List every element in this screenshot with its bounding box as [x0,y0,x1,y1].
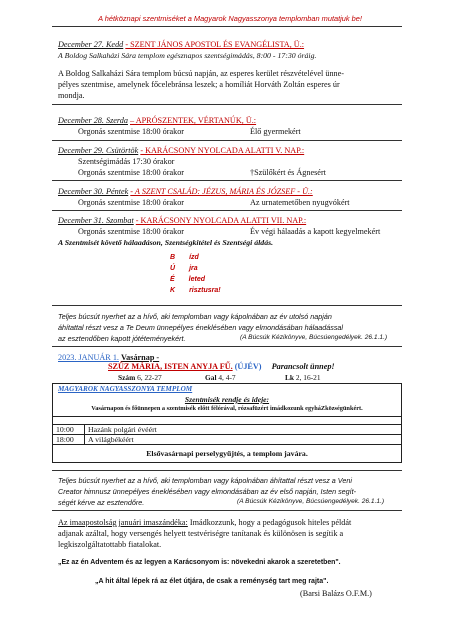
indulgence2-line-1: Teljes búcsút nyerhet az a hívő, aki templomban vagy kápolnában áhítattal részt vesz a Veni [58,476,352,485]
dec31-mass: Orgonás szentmise 18:00 órakor [78,227,185,236]
divider [52,470,402,471]
dec27-para-1: A Boldog Salkaházi Sára templom búcsú napján, az esperes kerület részvételével ünne- [58,69,345,78]
acrostic-line-4 [170,287,221,294]
prayer-label: Az imaapostolság januári imaszándéka: [58,518,188,527]
dec27-heading [58,40,403,49]
dec28-title: – APRÓSZENTEK, VÉRTANÚK, Ü.: [130,116,257,125]
divider [52,180,402,181]
jan1-title: SZŰZ MÁRIA, ISTEN ANYJA FŰ. [108,362,233,371]
mass-table [52,424,402,445]
acrostic-letter: Ú [170,265,176,272]
indulgence2-line-3: ségét kérve az esztendőre. [58,498,145,507]
acrostic-word: leted [188,276,206,283]
dec31-thanksgiving: A Szentmisét követő hálaadáson, Szentségkitétel és Szentségi áldás. [58,238,274,247]
acrostic-word: risztusra! [189,287,221,294]
dec27-para-2: pélyes szentmise, amelynek főcelebránsa leszek; a homíliát Horváth Zoltán esperes úr [58,80,340,89]
church-name: MAGYAROK NAGYASSZONYA TEMPLOM [58,385,193,393]
dec30-intent: Az urnatemetőben nyugvókért [250,198,350,207]
indulgence2-source: (A Búcsúk Kézikönyve, Búcsúengedélyek. 26.1.1.) [237,498,385,505]
jan1-heading [58,353,159,362]
reading-label: Lk [285,373,295,382]
weekday-mass-notice: A hétköznapi szentmiséket a Magyarok Nagyasszonya templomban mutatjuk be! [98,14,362,23]
dec31-heading [58,216,306,225]
dec30-heading [58,187,313,196]
mass-time: 10:00 [53,425,85,435]
dec29-adoration: Szentségimádás 17:30 órakor [78,157,175,166]
prayer-text-1: Imádkozzunk, hogy a pedagógusok hiteles példát [187,518,352,527]
prayer-line-3: legkiszolgáltatottabb fiatalokat. [58,540,162,549]
mass-intent: A világbékéért [85,435,402,445]
dec29-heading [58,146,304,155]
dec29-date: December 29. Csütörtök [58,146,139,155]
acrostic-letter: K [170,287,176,294]
quote-advent: „Ez az én Adventem és az legyen a Karácsonyom is: növekedni akarok a szeretetben". [58,559,341,566]
dec29-mass: Orgonás szentmise 18:00 órakor [78,168,185,177]
divider [52,346,402,347]
acrostic-word: jra [189,265,198,272]
mass-intent: Hazánk polgári évéért [85,425,402,435]
dec28-heading [58,116,256,125]
dec28-date: December 28. Szerda [58,116,128,125]
jan1-reading-1 [118,373,162,382]
jan1-reading-2 [205,373,236,382]
dec28-mass: Orgonás szentmise 18:00 órakor [78,127,185,136]
jan1-feast [108,362,335,371]
jan1-day: Vasárnap - [121,353,160,362]
jan1-date: 2023. JANUÁR 1. [58,353,119,362]
acrostic-letter: É [170,276,175,283]
jan1-reading-3 [285,373,321,382]
table-row [53,435,402,445]
mass-order-title: Szentmisék rendje és ideje: [184,395,270,404]
divider [52,140,402,141]
divider [52,305,402,306]
divider [52,210,402,211]
jan1-note: Parancsolt ünnep! [271,362,335,371]
dec27-date: December 27. Kedd [58,40,124,49]
indulgence2-line-2: Creator himnusz ünnepélyes éneklésében vagy elmondásában az év első napján, Isten segít- [58,487,357,496]
indulgence1-line-2: áhítattal részt vesz a Te Deum ünnepélyes éneklésében vagy elmondásában hálaadással [58,323,344,332]
dec31-intent: Év végi hálaadás a kapott kegyelmekért [250,227,381,236]
reading-label: Szám [118,373,136,382]
indulgence1-line-1: Teljes búcsút nyerhet az a hívő, aki templomban vagy kápolnában az év utolsó napján [58,312,332,321]
dec30-mass: Orgonás szentmise 18:00 órakor [78,198,185,207]
reading-label: Gal [205,373,217,382]
collection-note: Elsővasárnapi perselygyűjtés, a templom javára. [146,449,308,458]
reading-ref: 6, 22-27 [137,373,162,382]
acrostic-line-1 [170,254,199,261]
jan1-newyear: (ÚJÉV) [234,362,262,371]
divider [52,510,402,511]
divider [52,26,402,27]
acrostic-line-2 [170,265,198,272]
dec27-subtitle: A Boldog Salkaházi Sára templom egésznapos szentségimádás, 8:00 - 17:30 óráig. [58,51,317,60]
dec27-para-3: mondja. [58,91,85,100]
quote-author: (Barsi Balázs O.F.M.) [300,589,372,598]
acrostic-word: ízd [189,254,199,261]
prayer-line-1 [58,518,351,527]
indulgence1-source: (A Búcsúk Kézikönyve, Búcsúengedélyek. 26.1.1.) [240,334,388,341]
mass-time: 18:00 [53,435,85,445]
reading-ref: 4, 4-7 [218,373,236,382]
acrostic-line-3 [170,276,205,283]
indulgence1-line-3: az esztendőben kapott jótéteményekért. [58,334,186,343]
dec29-title: - KARÁCSONY NYOLCADA ALATTI V. NAP.: [140,146,305,155]
mass-order-note: Vasárnapon és főünnepen a szentmisék előtt félórával, rózsafüzért imádkozunk egyháZközségünkért. [91,405,363,412]
dec31-date: December 31. Szombat [58,216,134,225]
quote-faith: „A hit által lépek rá az élet útjára, de csak a reménység tart meg rajta". [95,578,329,585]
acrostic-letter: B [170,254,176,261]
table-row [53,425,402,435]
dec27-title: - SZENT JÁNOS APOSTOL ÉS EVANGÉLISTA, Ü.: [125,40,305,49]
dec28-intent: Élő gyermekért [250,127,301,136]
dec30-title: - A SZENT CSALÁD: JÉZUS, MÁRIA ÉS JÓZSEF - Ü.: [130,187,313,196]
divider [52,104,402,105]
dec29-intent: †Szülőkért és Ágnesért [250,168,326,177]
dec30-date: December 30. Péntek [58,187,129,196]
divider [52,416,402,417]
prayer-line-2: adjanak azáltal, hogy versengés helyett testvériségre tanítanak és különösen is segítik a [58,529,344,538]
dec31-title: - KARÁCSONY NYOLCADA ALATTI VII. NAP.: [135,216,307,225]
reading-ref: 2, 16-21 [295,373,321,382]
